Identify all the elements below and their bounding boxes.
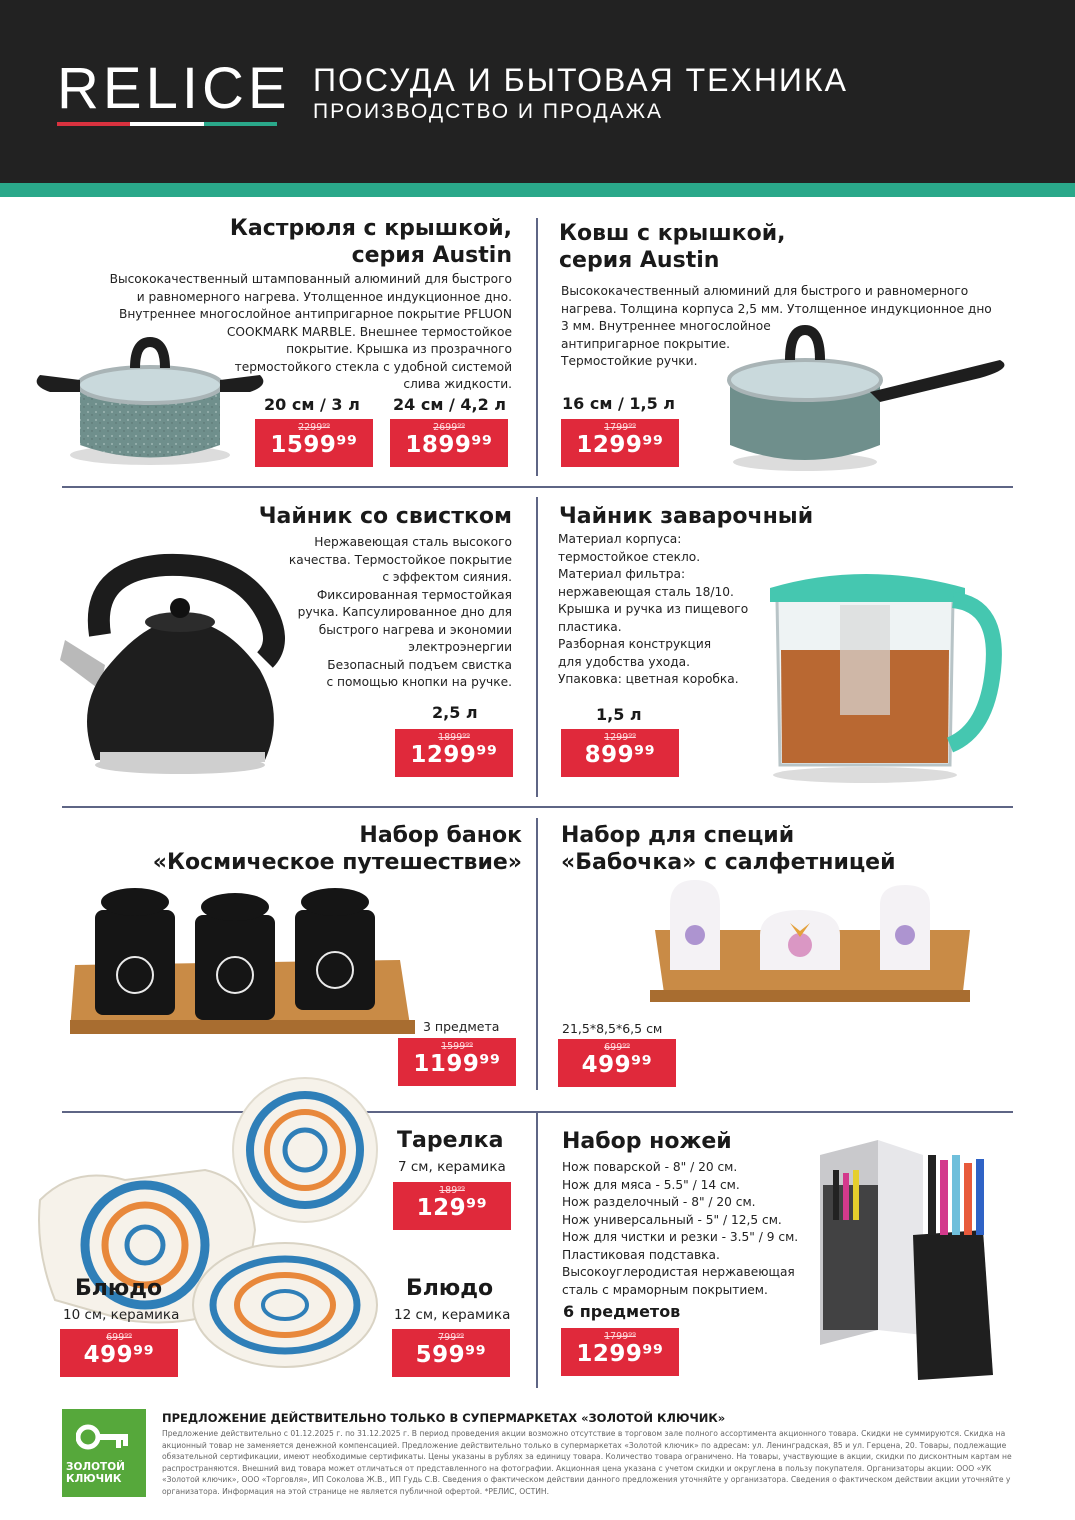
ladle-image bbox=[720, 320, 1020, 475]
kettle-size: 2,5 л bbox=[432, 703, 478, 722]
knives-count: 6 предметов bbox=[563, 1302, 681, 1321]
new-price: 1299⁹⁹ bbox=[576, 432, 664, 458]
spices-image bbox=[640, 875, 980, 1015]
header-title: ПОСУДА И БЫТОВАЯ ТЕХНИКА bbox=[313, 62, 848, 98]
jars-image bbox=[70, 880, 420, 1040]
old-price: 2699⁹⁹ bbox=[433, 422, 465, 433]
ladle-price-tag bbox=[561, 419, 679, 467]
old-price: 1799⁹⁹ bbox=[604, 422, 636, 433]
zolotoy-klyuchik-logo bbox=[62, 1409, 146, 1497]
ladle-title: Ковш с крышкой, серия Austin bbox=[559, 221, 786, 273]
dish-right-price-tag bbox=[392, 1329, 510, 1377]
spices-title: Набор для специй «Бабочка» с салфетницей bbox=[561, 823, 896, 875]
round-dish-art bbox=[193, 1243, 377, 1367]
kettle-title: Чайник со свистком bbox=[258, 504, 512, 529]
footer-title: ПРЕДЛОЖЕНИЕ ДЕЙСТВИТЕЛЬНО ТОЛЬКО В СУПЕРМАРКЕТАХ «ЗОЛОТОЙ КЛЮЧИК» bbox=[162, 1411, 726, 1425]
new-price: 1299⁹⁹ bbox=[410, 742, 498, 768]
logo-color-bar bbox=[57, 122, 277, 126]
ladle-size: 16 см / 1,5 л bbox=[562, 394, 676, 413]
dishes-image bbox=[35, 1070, 395, 1370]
pot-24-price-tag bbox=[390, 419, 508, 467]
pot-20-price-tag bbox=[255, 419, 373, 467]
plate-art bbox=[233, 1078, 377, 1222]
divider-vertical-2 bbox=[536, 497, 538, 797]
dish-left-subtitle: 10 см, керамика bbox=[63, 1307, 180, 1323]
logo-text: RELICE bbox=[57, 56, 291, 121]
knives-image bbox=[818, 1135, 1018, 1385]
new-price: 1199⁹⁹ bbox=[413, 1051, 501, 1077]
jars-price-tag bbox=[398, 1038, 516, 1086]
teapot-price-tag bbox=[561, 729, 679, 777]
pot-size-20: 20 см / 3 л bbox=[264, 395, 360, 414]
footer-disclaimer: Предложение действительно с 01.12.2025 г. по 31.12.2025 г. В период проведения акции возможно отсутствие в торговом зале полного ассортимента акционного товара. Скидки не суммируются. Скидка на акционный товар не заменяется денежной компенсацией. Предложение действительно только в супермаркетах «Золотой ключик» по адресам: ул. Ленинградская, 85 и ул. Герцена, 20. Товары, подлежащие обязательной сертификации, имеют необходимые сертификаты. Цены указаны в рублях за единицу товара. Количество товара ограничено. На товары, участвующие в акции, скидки по дисконтным картам не распространяются. Внешний вид товара может отличаться от представленного на фотографии. Акционная цена указана с учетом скидки и округлена в пользу покупателя. Организаторы акции: ООО «УК «Золотой ключик», ООО «Торговля», ИП Соколова Ж.В., ИП Гудь С.В. Сведения о фактическом действии данного предложения уточняйте у организатора. Сведения о фактическом действии акции уточняйте у организатора. Информация на этой странице не является публичной офертой. *РЕЛИС, ОСТИН. bbox=[162, 1429, 1012, 1496]
kettle-description: Нержавеющая сталь высокого качества. Термостойкое покрытие с эффектом сияния. Фиксированная термостойкая ручка. Капсулированное дно для быстрого нагрева и экономии электроэнергии Безопасный подъем свистка с помощью кнопки на ручке. bbox=[288, 535, 512, 689]
dish-right-subtitle: 12 см, керамика bbox=[394, 1307, 511, 1323]
old-price: 2299⁹⁹ bbox=[298, 422, 330, 433]
header-subtitle: ПРОИЗВОДСТВО И ПРОДАЖА bbox=[313, 100, 663, 123]
divider-vertical-4 bbox=[536, 1112, 538, 1388]
teapot-title: Чайник заварочный bbox=[559, 504, 814, 529]
pot-image bbox=[30, 330, 270, 470]
teapot-image bbox=[765, 560, 1005, 785]
dish-left-title: Блюдо bbox=[75, 1276, 163, 1301]
spices-price-tag bbox=[558, 1039, 676, 1087]
new-price: 1599⁹⁹ bbox=[270, 432, 358, 458]
divider-horizontal-1 bbox=[62, 486, 1013, 488]
ladle-description: Высококачественный алюминий для быстрого и равномерного нагрева. Толщина корпуса 2,5 мм. Утолщенное индукционное дно 3 мм. Внутреннее многослойное антипригарное покрытие. Термостойкие ручки. bbox=[561, 284, 992, 368]
new-price: 599⁹⁹ bbox=[415, 1342, 487, 1368]
new-price: 129⁹⁹ bbox=[416, 1195, 488, 1221]
knives-description: Нож поварской - 8" / 20 см. Нож для мяса - 5.5" / 14 см. Нож разделочный - 8" / 20 см. Нож универсальный - 5" / 12,5 см. Нож для чистки и резки - 3.5" / 9 см. Пластиковая подставка. Высокоуглеродистая нержавеющая сталь с мраморным покрытием. bbox=[562, 1160, 799, 1297]
pot-description: Высококачественный штампованный алюминий для быстрого и равномерного нагрева. Утолщенное индукционное дно. Внутреннее многослойное антипригарное покрытие PFLUON COOKMARK MARBLE. Внешнее термостойкое покрытие. Крышка из прозрачного термостойкого стекла с удобной системой слива жидкости. bbox=[109, 272, 512, 391]
knives-title: Набор ножей bbox=[562, 1129, 732, 1154]
jars-note: 3 предмета bbox=[423, 1019, 500, 1034]
old-price: 699⁹⁹ bbox=[604, 1042, 630, 1053]
new-price: 499⁹⁹ bbox=[83, 1342, 155, 1368]
jars-title: Набор банок «Космическое путешествие» bbox=[152, 823, 522, 875]
dish-right-title: Блюдо bbox=[406, 1276, 494, 1301]
new-price: 1299⁹⁹ bbox=[576, 1341, 664, 1367]
plate-subtitle: 7 см, керамика bbox=[398, 1159, 506, 1175]
old-price: 1299⁹⁹ bbox=[604, 732, 636, 743]
relice-logo bbox=[57, 56, 291, 126]
old-price: 699⁹⁹ bbox=[106, 1332, 132, 1343]
new-price: 1899⁹⁹ bbox=[405, 432, 493, 458]
kettle-price-tag bbox=[395, 729, 513, 777]
new-price: 899⁹⁹ bbox=[584, 742, 656, 768]
teapot-description: Материал корпуса: термостойкое стекло. Материал фильтра: нержавеющая сталь 18/10. Крышка и ручка из пищевого пластика. Разборная конструкция для удобства ухода. Упаковка: цветная коробка. bbox=[558, 532, 749, 686]
old-price: 1899⁹⁹ bbox=[438, 732, 470, 743]
pot-size-24: 24 см / 4,2 л bbox=[393, 395, 507, 414]
old-price: 799⁹⁹ bbox=[438, 1332, 464, 1343]
key-icon bbox=[76, 1421, 132, 1453]
knives-price-tag bbox=[561, 1328, 679, 1376]
new-price: 499⁹⁹ bbox=[581, 1052, 653, 1078]
old-price: 1599⁹⁹ bbox=[441, 1041, 473, 1052]
pot-title: Кастрюля с крышкой, серия Austin bbox=[229, 216, 512, 268]
dish-left-price-tag bbox=[60, 1329, 178, 1377]
old-price: 189⁹⁹ bbox=[439, 1185, 465, 1196]
plate-price-tag bbox=[393, 1182, 511, 1230]
spices-note: 21,5*8,5*6,5 см bbox=[562, 1021, 663, 1036]
divider-horizontal-2 bbox=[62, 806, 1013, 808]
kettle-image bbox=[45, 540, 285, 780]
header-accent-band bbox=[0, 183, 1075, 197]
divider-vertical-3 bbox=[536, 818, 538, 1090]
teapot-size: 1,5 л bbox=[596, 705, 642, 724]
old-price: 1799⁹⁹ bbox=[604, 1331, 636, 1342]
footer-logo-text: ЗОЛОТОЙ КЛЮЧИК bbox=[66, 1461, 125, 1485]
plate-title: Тарелка bbox=[397, 1128, 504, 1153]
divider-vertical-1 bbox=[536, 218, 538, 476]
